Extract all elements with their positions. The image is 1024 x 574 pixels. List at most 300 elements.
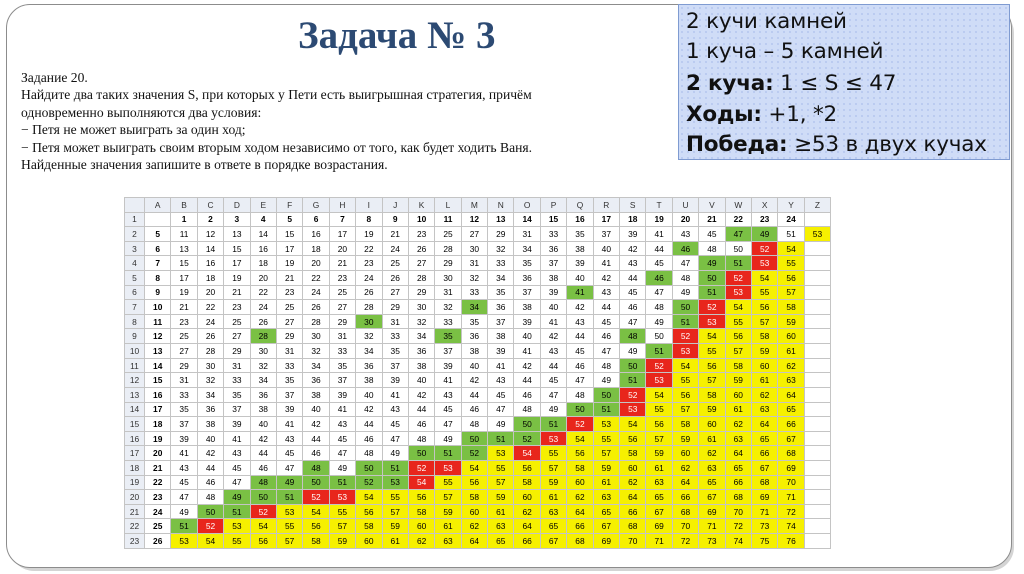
column-letter: Q (567, 198, 593, 213)
sum-cell: 52 (646, 358, 672, 373)
heap1-info: 1 куча – 5 камней (686, 39, 884, 64)
sum-cell: 65 (593, 504, 619, 519)
sum-cell: 26 (197, 329, 223, 344)
sum-cell: 32 (408, 314, 434, 329)
sum-cell: 41 (329, 402, 355, 417)
sum-cell: 61 (488, 504, 514, 519)
sum-cell: 43 (435, 387, 461, 402)
sum-cell: 60 (699, 417, 725, 432)
sum-cell: 58 (356, 519, 382, 534)
problem-statement (21, 69, 681, 173)
cell (804, 212, 830, 227)
sum-cell: 57 (382, 504, 408, 519)
cell (804, 344, 830, 359)
sum-cell: 54 (303, 504, 329, 519)
sum-cell: 60 (356, 534, 382, 549)
row-number: 21 (125, 504, 145, 519)
row-number: 13 (125, 387, 145, 402)
sum-cell: 65 (725, 460, 751, 475)
sum-cell: 16 (250, 241, 276, 256)
cell (804, 490, 830, 505)
sum-cell: 39 (224, 417, 250, 432)
sum-cell: 39 (276, 402, 302, 417)
heap2-range: 1 ≤ S ≤ 47 (773, 71, 897, 96)
sum-cell: 19 (276, 256, 302, 271)
sum-cell: 69 (593, 534, 619, 549)
sum-cell: 28 (408, 271, 434, 286)
sum-cell: 60 (672, 446, 698, 461)
sum-cell: 59 (382, 519, 408, 534)
column-letter: L (435, 198, 461, 213)
sum-cell: 55 (646, 402, 672, 417)
table-row (125, 387, 831, 402)
sum-cell: 47 (620, 314, 646, 329)
sum-cell: 56 (303, 519, 329, 534)
sum-cell: 66 (620, 504, 646, 519)
sum-cell: 25 (382, 256, 408, 271)
sum-cell: 33 (540, 227, 566, 242)
row-number: 10 (125, 344, 145, 359)
heap-value-cell: 17 (145, 402, 171, 417)
sum-cell: 49 (276, 475, 302, 490)
column-letter: M (461, 198, 487, 213)
sum-cell: 53 (620, 402, 646, 417)
sum-cell: 47 (672, 256, 698, 271)
sum-cell: 52 (751, 241, 777, 256)
sum-cell: 38 (408, 358, 434, 373)
sum-cell: 53 (646, 373, 672, 388)
sum-cell: 51 (224, 504, 250, 519)
sum-cell: 56 (620, 431, 646, 446)
column-letter: C (197, 198, 223, 213)
column-letter: V (699, 198, 725, 213)
sum-cell: 28 (356, 300, 382, 315)
heap-value-cell: 21 (145, 460, 171, 475)
sum-cell: 75 (751, 534, 777, 549)
sum-cell: 53 (593, 417, 619, 432)
sum-cell: 55 (488, 460, 514, 475)
sum-cell: 50 (197, 504, 223, 519)
sum-cell: 35 (514, 256, 540, 271)
sum-cell: 43 (171, 460, 197, 475)
sum-cell: 59 (329, 534, 355, 549)
sum-cell: 31 (171, 373, 197, 388)
sum-cell: 37 (276, 387, 302, 402)
sum-cell: 53 (276, 504, 302, 519)
sum-cell: 68 (751, 475, 777, 490)
sum-cell: 44 (646, 241, 672, 256)
header-number-cell: 9 (382, 212, 408, 227)
sum-cell: 54 (778, 241, 804, 256)
sum-cell: 44 (356, 417, 382, 432)
sum-cell: 63 (593, 490, 619, 505)
row-number: 20 (125, 490, 145, 505)
table-row (125, 227, 831, 242)
table-row (125, 285, 831, 300)
sum-cell: 42 (540, 329, 566, 344)
sum-cell: 56 (461, 475, 487, 490)
sum-cell: 46 (461, 402, 487, 417)
sum-cell: 35 (276, 373, 302, 388)
sum-cell: 59 (751, 344, 777, 359)
sum-cell: 38 (514, 300, 540, 315)
row-number: 19 (125, 475, 145, 490)
sum-cell: 40 (408, 373, 434, 388)
sum-cell: 14 (250, 227, 276, 242)
sum-cell: 62 (620, 475, 646, 490)
column-letter: T (646, 198, 672, 213)
column-letter: O (514, 198, 540, 213)
sum-cell: 21 (329, 256, 355, 271)
sum-cell: 61 (435, 519, 461, 534)
sum-cell: 26 (382, 271, 408, 286)
sum-cell: 36 (540, 241, 566, 256)
sum-cell: 50 (593, 387, 619, 402)
sum-cell: 47 (646, 285, 672, 300)
sum-cell: 60 (751, 358, 777, 373)
header-number-cell: 17 (593, 212, 619, 227)
sum-cell: 41 (276, 417, 302, 432)
sum-cell: 23 (224, 300, 250, 315)
sum-cell: 58 (461, 490, 487, 505)
cell (804, 285, 830, 300)
header-number-cell: 21 (699, 212, 725, 227)
cell (804, 519, 830, 534)
sum-cell: 22 (303, 271, 329, 286)
sum-cell: 47 (276, 460, 302, 475)
sum-cell: 47 (224, 475, 250, 490)
heap-value-cell: 26 (145, 534, 171, 549)
sum-cell: 25 (171, 329, 197, 344)
sum-cell: 63 (751, 402, 777, 417)
sum-cell: 28 (435, 241, 461, 256)
sum-cell: 55 (751, 285, 777, 300)
sum-cell: 24 (303, 285, 329, 300)
sum-cell: 26 (408, 241, 434, 256)
sum-cell: 17 (329, 227, 355, 242)
sum-cell: 49 (620, 344, 646, 359)
sum-cell: 41 (224, 431, 250, 446)
sum-cell: 47 (725, 227, 751, 242)
sum-cell: 56 (725, 329, 751, 344)
sum-cell: 58 (620, 446, 646, 461)
sum-cell: 33 (382, 329, 408, 344)
sum-cell: 53 (751, 256, 777, 271)
sum-cell: 52 (197, 519, 223, 534)
sum-cell: 32 (303, 344, 329, 359)
sum-cell: 47 (488, 402, 514, 417)
sum-cell: 54 (461, 460, 487, 475)
sum-cell: 37 (382, 358, 408, 373)
sum-cell: 35 (224, 387, 250, 402)
sum-cell: 33 (488, 256, 514, 271)
sum-cell: 60 (620, 460, 646, 475)
sum-cell: 21 (171, 300, 197, 315)
sum-cell: 18 (303, 241, 329, 256)
sum-cell: 25 (224, 314, 250, 329)
sum-cell: 30 (435, 271, 461, 286)
row-number: 6 (125, 285, 145, 300)
header-number-cell: 3 (224, 212, 250, 227)
header-number-cell: 6 (303, 212, 329, 227)
sum-cell: 14 (197, 241, 223, 256)
sum-cell: 57 (540, 460, 566, 475)
sum-cell: 58 (303, 534, 329, 549)
cell (804, 402, 830, 417)
heap-value-cell: 9 (145, 285, 171, 300)
sum-cell: 48 (699, 241, 725, 256)
sum-cell: 43 (224, 446, 250, 461)
sum-cell: 63 (435, 534, 461, 549)
sum-cell: 61 (699, 431, 725, 446)
sum-cell: 37 (329, 373, 355, 388)
row-number: 2 (125, 227, 145, 242)
sum-cell: 60 (567, 475, 593, 490)
sum-cell: 51 (699, 285, 725, 300)
sum-cell: 53 (804, 227, 830, 242)
sum-cell: 29 (224, 344, 250, 359)
sum-cell: 44 (461, 387, 487, 402)
column-letter: K (408, 198, 434, 213)
sum-cell: 33 (276, 358, 302, 373)
sum-cell: 21 (382, 227, 408, 242)
sum-cell: 31 (514, 227, 540, 242)
sum-cell: 30 (461, 241, 487, 256)
sum-cell: 74 (725, 534, 751, 549)
sum-cell: 62 (461, 519, 487, 534)
sum-cell: 36 (197, 402, 223, 417)
sum-cell: 48 (620, 329, 646, 344)
sum-cell: 54 (514, 446, 540, 461)
sum-cell: 55 (725, 314, 751, 329)
sum-cell: 62 (672, 460, 698, 475)
sum-cell: 66 (725, 475, 751, 490)
sum-cell: 34 (461, 300, 487, 315)
sum-cell: 56 (778, 271, 804, 286)
sum-cell: 44 (197, 460, 223, 475)
heap-value-cell: 13 (145, 344, 171, 359)
sum-cell: 42 (567, 300, 593, 315)
sum-cell: 29 (408, 285, 434, 300)
sum-cell: 71 (778, 490, 804, 505)
sum-cell: 56 (356, 504, 382, 519)
sum-cell: 30 (303, 329, 329, 344)
sum-cell: 49 (699, 256, 725, 271)
sum-cell: 17 (171, 271, 197, 286)
column-letter: N (488, 198, 514, 213)
heap2-info (686, 71, 896, 96)
sum-cell: 40 (567, 271, 593, 286)
cell (804, 241, 830, 256)
sum-cell: 36 (461, 329, 487, 344)
sum-cell: 35 (171, 402, 197, 417)
sum-cell: 55 (224, 534, 250, 549)
sum-cell: 60 (514, 490, 540, 505)
cell (804, 387, 830, 402)
sum-cell: 56 (646, 417, 672, 432)
sum-cell: 25 (435, 227, 461, 242)
sum-cell: 70 (620, 534, 646, 549)
sum-cell: 32 (461, 271, 487, 286)
sum-cell: 38 (250, 402, 276, 417)
sum-cell: 32 (435, 300, 461, 315)
sum-cell: 27 (408, 256, 434, 271)
row-number: 15 (125, 417, 145, 432)
sum-cell: 31 (329, 329, 355, 344)
sum-cell: 63 (646, 475, 672, 490)
sum-cell: 45 (435, 402, 461, 417)
sum-cell: 29 (171, 358, 197, 373)
sum-cell: 47 (593, 344, 619, 359)
sum-cell: 51 (171, 519, 197, 534)
sum-cell: 46 (672, 241, 698, 256)
header-number-cell: 2 (197, 212, 223, 227)
win-value: ≥53 в двух кучах (787, 132, 987, 157)
sum-cell: 61 (382, 534, 408, 549)
sum-cell: 49 (171, 504, 197, 519)
sum-cell: 57 (725, 344, 751, 359)
heap-value-cell: 25 (145, 519, 171, 534)
sum-cell: 46 (514, 387, 540, 402)
sum-cell: 41 (171, 446, 197, 461)
sum-cell: 27 (461, 227, 487, 242)
header-number-cell: 11 (435, 212, 461, 227)
sum-cell: 42 (197, 446, 223, 461)
sum-cell: 56 (699, 358, 725, 373)
sum-cell: 54 (672, 358, 698, 373)
sum-cell: 42 (593, 271, 619, 286)
sum-cell: 49 (646, 314, 672, 329)
sum-cell: 59 (488, 490, 514, 505)
sum-cell: 40 (197, 431, 223, 446)
sum-cell: 51 (488, 431, 514, 446)
sum-cell: 28 (303, 314, 329, 329)
sum-cell: 59 (646, 446, 672, 461)
sum-cell: 73 (699, 534, 725, 549)
sum-cell: 21 (224, 285, 250, 300)
sum-cell: 50 (250, 490, 276, 505)
sum-cell: 47 (382, 431, 408, 446)
sum-cell: 53 (672, 344, 698, 359)
sum-cell: 37 (171, 417, 197, 432)
sum-cell: 63 (725, 431, 751, 446)
table-row (125, 329, 831, 344)
sum-cell: 36 (250, 387, 276, 402)
sum-cell: 45 (382, 417, 408, 432)
sum-cell: 36 (488, 300, 514, 315)
sum-cell: 61 (778, 344, 804, 359)
sum-cell: 54 (197, 534, 223, 549)
sum-cell: 65 (751, 431, 777, 446)
heap2-label: 2 куча: (686, 71, 774, 96)
sum-cell: 41 (488, 358, 514, 373)
sum-cell: 63 (699, 460, 725, 475)
sum-cell: 43 (488, 373, 514, 388)
heap-value-cell: 14 (145, 358, 171, 373)
header-number-cell: 20 (672, 212, 698, 227)
sum-cell: 51 (646, 344, 672, 359)
heaps-count: 2 кучи камней (686, 9, 847, 34)
cell (804, 534, 830, 549)
sum-cell: 58 (699, 387, 725, 402)
cell (804, 431, 830, 446)
sum-cell: 70 (672, 519, 698, 534)
sum-cell: 44 (593, 300, 619, 315)
sum-cell: 27 (171, 344, 197, 359)
sum-cell: 46 (408, 417, 434, 432)
table-row (125, 534, 831, 549)
cell (804, 271, 830, 286)
sum-cell: 54 (699, 329, 725, 344)
sum-cell: 53 (329, 490, 355, 505)
cell (804, 300, 830, 315)
sum-cell: 48 (593, 358, 619, 373)
sum-cell: 34 (514, 241, 540, 256)
sum-cell: 30 (250, 344, 276, 359)
heap-value-cell: 22 (145, 475, 171, 490)
sum-cell: 48 (250, 475, 276, 490)
sum-cell: 39 (567, 256, 593, 271)
header-number-cell: 18 (620, 212, 646, 227)
column-letter: U (672, 198, 698, 213)
heap-value-cell: 18 (145, 417, 171, 432)
sum-cell: 16 (303, 227, 329, 242)
sum-cell: 50 (699, 271, 725, 286)
table-row (125, 314, 831, 329)
sum-cell: 41 (567, 285, 593, 300)
sum-cell: 46 (593, 329, 619, 344)
heap-value-cell: 20 (145, 446, 171, 461)
sum-cell: 25 (329, 285, 355, 300)
sum-cell: 24 (356, 271, 382, 286)
sum-cell: 48 (197, 490, 223, 505)
table-row (125, 241, 831, 256)
sum-cell: 23 (329, 271, 355, 286)
sum-cell: 64 (672, 475, 698, 490)
header-number-cell: 24 (778, 212, 804, 227)
sum-cell: 56 (408, 490, 434, 505)
table-row (125, 504, 831, 519)
row-number: 17 (125, 446, 145, 461)
sum-cell: 57 (593, 446, 619, 461)
sum-cell: 69 (751, 490, 777, 505)
row-number: 12 (125, 373, 145, 388)
sum-cell: 48 (672, 271, 698, 286)
sum-cell: 55 (778, 256, 804, 271)
sum-cell: 52 (725, 271, 751, 286)
column-letter: Z (804, 198, 830, 213)
sum-cell: 72 (725, 519, 751, 534)
header-number-cell: 1 (171, 212, 197, 227)
sum-cell: 60 (408, 519, 434, 534)
heap-value-cell: 10 (145, 300, 171, 315)
row-number: 7 (125, 300, 145, 315)
sum-cell: 37 (435, 344, 461, 359)
sum-cell: 45 (224, 460, 250, 475)
sum-cell: 23 (276, 285, 302, 300)
sum-cell: 15 (171, 256, 197, 271)
sum-cell: 43 (382, 402, 408, 417)
sum-cell: 51 (540, 417, 566, 432)
sum-cell: 31 (461, 256, 487, 271)
heap-value-cell: 19 (145, 431, 171, 446)
sum-cell: 27 (382, 285, 408, 300)
problem-line: Задание 20. (21, 70, 88, 85)
sum-cell: 65 (488, 534, 514, 549)
sum-cell: 50 (646, 329, 672, 344)
sum-cell: 52 (567, 417, 593, 432)
sum-cell: 42 (461, 373, 487, 388)
